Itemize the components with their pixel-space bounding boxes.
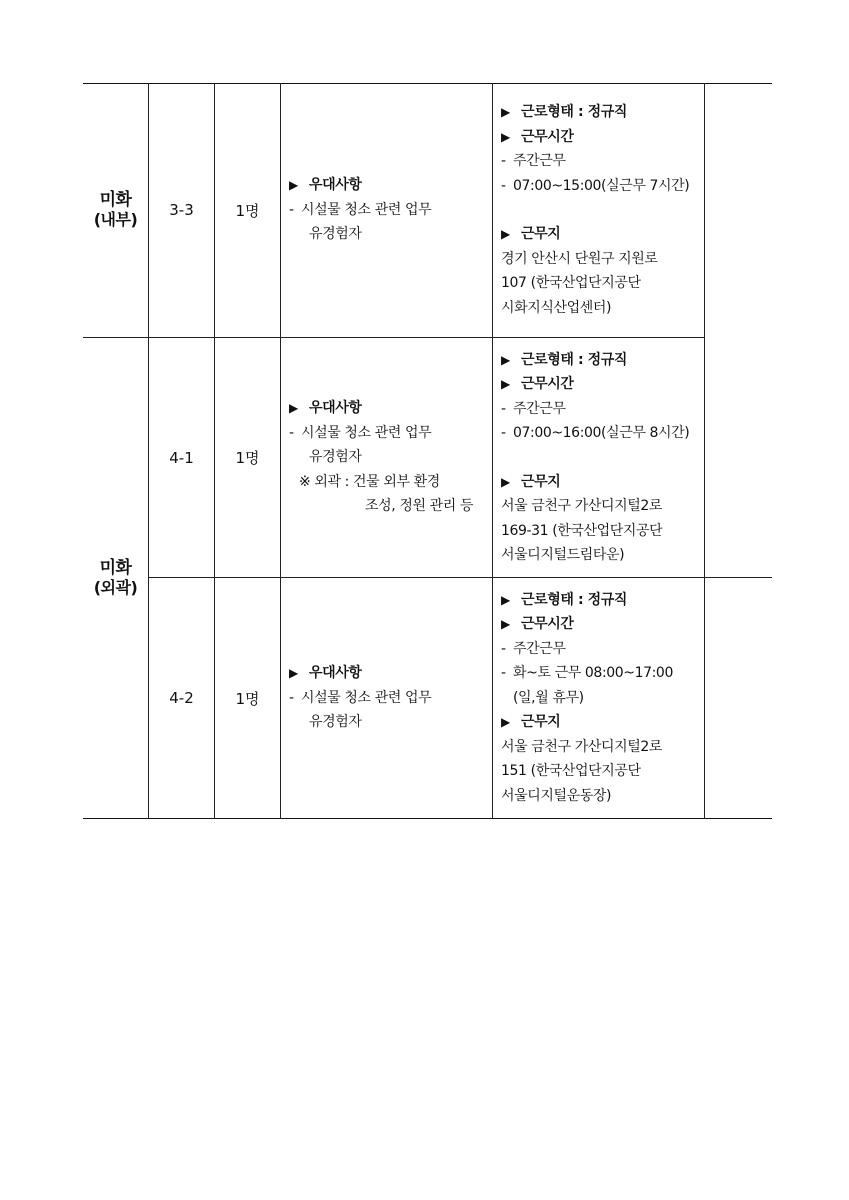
preference-cell: ▶ 우대사항 - 시설물 청소 관련 업무 유경험자 ※ 외곽 : 건물 외부 환경 조성, 정원 관리 등 [289,338,489,577]
location-label: 근무지 [521,473,561,490]
triangle-bullet-icon: ▶ [501,715,510,730]
preference-line: 유경험자 [309,714,362,731]
preference-line: 유경험자 [309,226,362,243]
triangle-bullet-icon: ▶ [501,129,510,144]
column-divider [704,83,705,819]
preference-line: 시설물 청소 관련 업무 [301,201,432,218]
location-line: 서울 금천구 가산디지털2로 [501,738,662,755]
category-cell [83,83,148,337]
triangle-bullet-icon: ▶ [501,352,510,367]
headcount: 1명 [235,689,260,708]
hours-line: 주간근무 [513,400,566,417]
hours-line: 07:00~15:00(실근무 7시간) [513,177,690,194]
employment-type: 근로형태 : 정규직 [521,351,628,368]
preference-line: 시설물 청소 관련 업무 [301,424,432,441]
preference-title: 우대사항 [309,177,362,194]
table-bottom-border [83,818,772,819]
location-label: 근무지 [521,226,561,242]
employment-type: 근로형태 : 정규직 [521,591,628,608]
hours-label: 근무시간 [521,376,574,392]
location-line: 서울 금천구 가산디지털2로 [501,498,662,514]
preference-note: 조성, 정원 관리 등 [365,498,474,515]
preference-note: ※ 외곽 : 건물 외부 환경 [299,473,440,490]
triangle-bullet-icon: ▶ [501,105,510,119]
conditions-cell: ▶ 근로형태 : 정규직 ▶ 근무시간 - 주간근무 - 07:00~15:00(실근무 7시간) ▶ 근무지 경기 안산시 단원구 지원로 107 (한국산업단지공단 시화지식산업센터) [501,83,701,337]
location-line: 151 (한국산업단지공단 [501,763,641,780]
category-qualifier: (외곽) [93,578,138,597]
triangle-bullet-icon: ▶ [289,178,298,193]
hours-label: 근무시간 [521,128,574,145]
hours-line: (일,월 휴무) [513,689,584,706]
hours-label: 근무시간 [521,616,574,633]
preference-title: 우대사항 [309,665,362,682]
location-label: 근무지 [521,714,561,731]
triangle-bullet-icon: ▶ [501,592,510,607]
position-code: 3-3 [169,201,194,219]
triangle-bullet-icon: ▶ [501,377,510,391]
hours-line: 07:00~16:00(실근무 8시간) [513,425,690,441]
conditions-cell: ▶ 근로형태 : 정규직 ▶ 근무시간 - 주간근무 - 07:00~16:00(실근무 8시간) ▶ 근무지 서울 금천구 가산디지털2로 169-31 (한국산업단지공단 서울디지털드림타운) [501,338,701,577]
job-posting-table [83,83,772,819]
triangle-bullet-icon: ▶ [289,401,298,416]
triangle-bullet-icon: ▶ [501,617,510,632]
hours-line: 화~토 근무 08:00~17:00 [513,665,673,682]
conditions-cell: ▶ 근로형태 : 정규직 ▶ 근무시간 - 주간근무 - 화~토 근무 08:00~17:00 (일,월 휴무) ▶ 근무지 서울 금천구 가산디지털2로 151 (한국산업단지공단 서울디지털운동장) [501,578,701,818]
triangle-bullet-icon: ▶ [501,474,510,489]
position-code: 4-2 [169,689,194,707]
category-name: 미화 [99,190,132,210]
employment-type: 근로형태 : 정규직 [521,104,628,120]
column-divider [492,83,493,819]
triangle-bullet-icon: ▶ [501,227,510,241]
location-line: 경기 안산시 단원구 지원로 [501,250,658,267]
location-line: 서울디지털운동장) [501,787,612,804]
headcount: 1명 [235,201,260,220]
category-cell [83,338,148,818]
preference-line: 시설물 청소 관련 업무 [301,689,432,706]
category-name: 미화 [99,558,132,578]
hours-line: 주간근무 [513,640,566,657]
location-line: 107 (한국산업단지공단 [501,275,641,291]
column-divider [280,83,281,819]
location-line: 시화지식산업센터) [501,299,612,316]
category-qualifier: (내부) [93,210,138,229]
position-code: 4-1 [169,448,194,467]
hours-line: 주간근무 [513,153,566,169]
preference-title: 우대사항 [309,400,362,417]
location-line: 서울디지털드림타운) [501,547,625,563]
triangle-bullet-icon: ▶ [289,666,298,681]
headcount: 1명 [235,449,260,467]
location-line: 169-31 (한국산업단지공단 [501,522,663,539]
preference-cell: ▶ 우대사항 - 시설물 청소 관련 업무 유경험자 [289,578,489,818]
preference-line: 유경험자 [309,449,362,466]
preference-cell: ▶ 우대사항 - 시설물 청소 관련 업무 유경험자 [289,83,489,337]
